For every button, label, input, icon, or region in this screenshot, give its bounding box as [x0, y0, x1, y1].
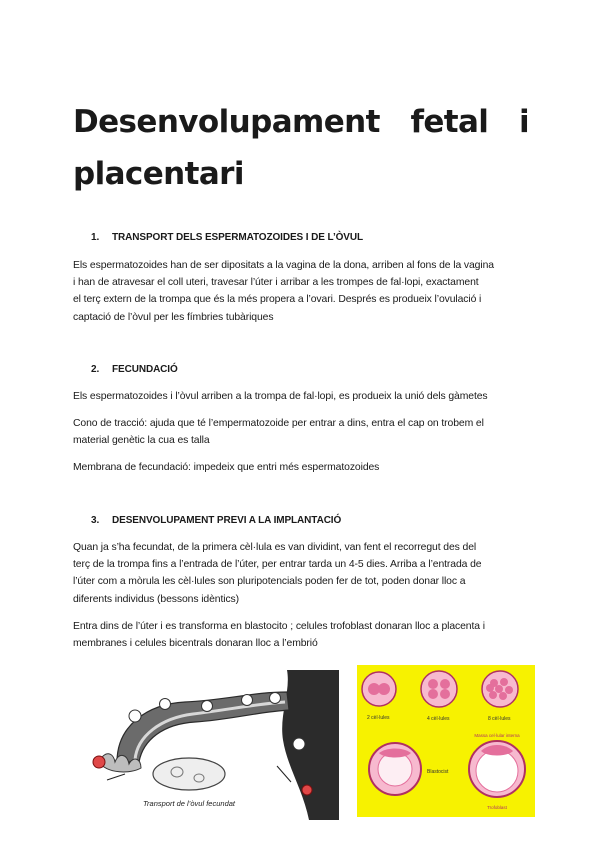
section-1-heading: 1. TRANSPORT DELS ESPERMATOZOIDES I DE L’ÒVUL	[91, 232, 364, 243]
stage-label: 4 cèl·lules	[427, 716, 450, 722]
section-2-paragraph-3: Membrana de fecundació: impedeix que entri més espermatozoides	[73, 462, 380, 473]
stage-label: 8 cèl·lules	[488, 716, 511, 722]
section-3-heading: 3. DESENVOLUPAMENT PREVI A LA IMPLANTACIÓ	[91, 515, 342, 526]
section-1-paragraph: Els espermatozoides han de ser dipositats a la vagina de la dona, arriben al fons de la vagina i han de atravesar el coll uteri, travesar l’úter i arribar a les trompes de fal·lopi, exactament el terç extern de la trompa que és la més propera a l’ovari. Després es produeix l’ovulació i captació de l’òvul per les fímbries tubàriques	[73, 260, 494, 323]
title-line-1	[73, 96, 529, 148]
stage-label: Trofoblast	[487, 805, 507, 810]
stage-4-cells	[421, 671, 457, 707]
stage-late-blastocyst	[469, 741, 525, 797]
stage-label: Blastocist	[427, 769, 449, 775]
section-2-paragraph-2: Cono de tracció: ajuda que té l’empermatozoide per entrar a dins, entra el cap on trobem el material genètic la cua es talla	[73, 418, 484, 447]
title-line-2: placentari	[73, 156, 244, 192]
stage-8-cells	[482, 671, 518, 707]
stage-label: 2 cèl·lules	[367, 715, 390, 721]
figure-caption: Transport de l’òvul fecundat	[143, 799, 235, 808]
stage-label: Massa cel·lular interna	[474, 733, 520, 738]
title-word: fetal	[410, 104, 489, 140]
document-title	[73, 96, 529, 200]
embryo-stages-illustration	[357, 665, 535, 817]
section-2-paragraph-1: Els espermatozoides i l’òvul arriben a la trompa de fal·lopi, es produeix la unió dels gàmetes	[73, 391, 488, 402]
fallopian-tube-illustration	[77, 670, 339, 820]
title-word: Desenvolupament	[73, 104, 380, 140]
section-3-paragraph-1: Quan ja s’ha fecundat, de la primera cèl·lula es van dividint, van fent el recorregut des del terç de la trompa fins a l’entrada de l’úter, per entrar tarda un 4-5 dies. Arriba a l’entrada de l’úter com a mòrula les cèl·lules son pluripotencials poden fer de tot, poden donar lloc a diferents individus (bessons idèntics)	[73, 542, 482, 605]
section-3-paragraph-2: Entra dins de l’úter i es transforma en blastocito ; celules trofoblast donaran lloc a placenta i membranes i celules bicentrals donaran lloc a l’embrió	[73, 621, 485, 650]
title-word: i	[518, 104, 529, 140]
section-2-heading: 2. FECUNDACIÓ	[91, 364, 178, 375]
stage-early-blastocyst	[369, 743, 421, 795]
stage-2-cells	[362, 672, 396, 706]
